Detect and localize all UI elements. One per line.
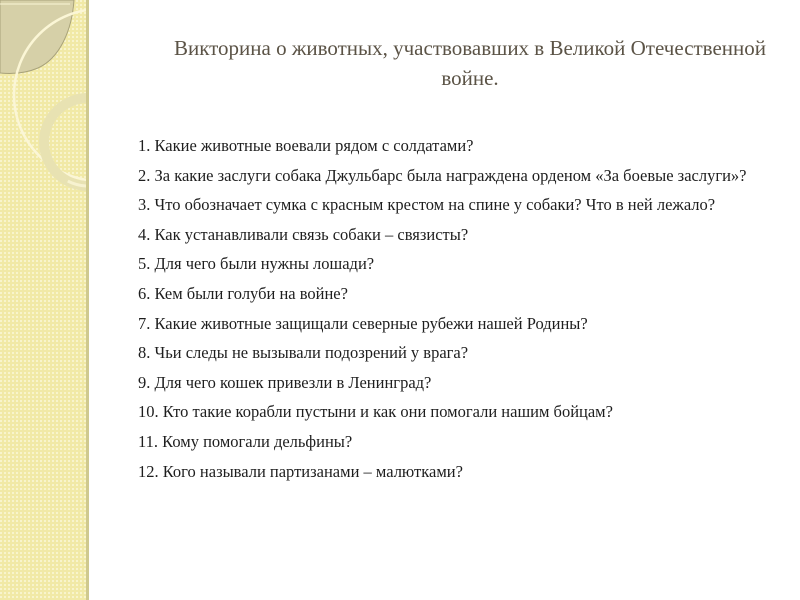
question-item: 3. Что обозначает сумка с красным крестом на спине у собаки? Что в ней лежало? <box>138 195 716 215</box>
decorative-circles-icon <box>0 0 86 600</box>
decorative-side-strip <box>0 0 89 600</box>
question-item: 8. Чьи следы не вызывали подозрений у врага? <box>138 343 469 363</box>
question-item: 6. Кем были голуби на войне? <box>138 283 348 303</box>
question-item: 9. Для чего кошек привезли в Ленинград? <box>138 372 432 392</box>
question-list <box>138 133 776 488</box>
question-item: 7. Какие животные защищали северные рубежи нашей Родины? <box>138 313 588 333</box>
question-item: 1. Какие животные воевали рядом с солдатами? <box>138 136 474 155</box>
question-item: 12. Кого называли партизанами – малютками? <box>138 461 463 481</box>
question-item: 11. Кому помогали дельфины? <box>138 431 353 451</box>
question-item: 2. За какие заслуги собака Джульбарс была награждена орденом «За боевые заслуги»? <box>138 165 747 185</box>
question-item: 10. Кто такие корабли пустыни и как они помогали нашим бойцам? <box>138 402 613 422</box>
question-item: 4. Как устанавливали связь собаки – связисты? <box>138 224 469 244</box>
question-item: 5. Для чего были нужны лошади? <box>138 254 375 274</box>
slide-title: Викторина о животных, участвовавших в Великой Отечественной войне. <box>173 36 767 90</box>
